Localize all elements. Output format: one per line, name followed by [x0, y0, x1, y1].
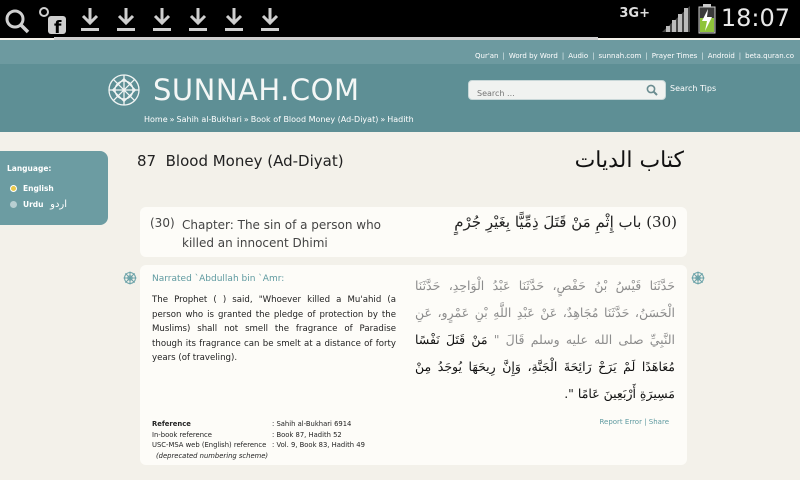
hadith-isnad-ar: حَدَّثَنَا قَيْسُ بْنُ حَفْصٍ، حَدَّثَنَا عَبْدُ الْوَاحِدِ، حَدَّثَنَا الْحَسَنُ، حَدَّثَنَا مُجَاهِدٌ، عَنْ عَبْدِ اللَّهِ بْنِ عَمْرٍو، عَنِ النَّبِيِّ صلى الله عليه وسلم قَالَ ‏": [415, 278, 675, 347]
top-link[interactable]: sunnah.com: [598, 52, 642, 60]
android-status-bar: [0, 0, 800, 38]
facebook-icon[interactable]: [38, 4, 68, 34]
top-link[interactable]: Qur'an: [475, 52, 499, 60]
hadith-card: [140, 265, 687, 465]
svg-text:f: f: [54, 18, 62, 34]
search-input[interactable]: [469, 85, 639, 103]
language-label: Urdu: [23, 200, 44, 209]
search-icon[interactable]: [646, 84, 658, 96]
chapter-title-ar: [454, 213, 677, 231]
search-box[interactable]: [468, 80, 666, 100]
language-option-english[interactable]: [10, 184, 54, 193]
hadith-text-ar: [415, 272, 675, 407]
battery-charging-icon: [697, 4, 717, 34]
language-title: Language:: [7, 164, 52, 173]
reference-label: Reference: [152, 420, 191, 428]
download-icon[interactable]: [187, 6, 209, 32]
book-title: [137, 152, 344, 170]
breadcrumb-separator: »: [243, 115, 249, 124]
chapter-box: [140, 207, 687, 257]
reference-label: USC-MSA web (English) reference: [152, 441, 267, 449]
language-panel: [0, 151, 108, 225]
top-link-separator: |: [645, 52, 648, 60]
top-link-separator: |: [592, 52, 595, 60]
language-label: English: [23, 184, 54, 193]
breadcrumb-separator: »: [380, 115, 386, 124]
links-separator: |: [644, 418, 647, 426]
reference-row: [152, 420, 365, 431]
top-link-separator: |: [561, 52, 565, 60]
book-title-ar: كتاب الديات: [574, 148, 684, 173]
site-header: [0, 64, 800, 132]
chapter-number: (30): [150, 216, 175, 230]
search-icon[interactable]: [4, 8, 30, 34]
breadcrumb-link[interactable]: Sahih al-Bukhari: [176, 115, 242, 124]
reference-value: : Book 87, Hadith 52: [272, 430, 342, 439]
rosette-icon: [123, 271, 137, 285]
reference-label: In-book reference: [152, 430, 212, 439]
hadith-actions: [599, 418, 669, 426]
signal-icon: [660, 6, 692, 32]
rosette-icon: [691, 271, 705, 285]
top-link[interactable]: Word by Word: [508, 52, 558, 60]
book-number: 87: [137, 152, 157, 170]
sunnah-logo-icon[interactable]: [106, 72, 142, 108]
top-link[interactable]: Android: [707, 52, 735, 60]
reference-row: [152, 441, 365, 452]
reference-value[interactable]: : Sahih al-Bukhari 6914: [272, 420, 352, 428]
language-native-label: اردو: [50, 199, 68, 210]
top-link-separator: |: [701, 52, 704, 60]
hadith-references: [152, 420, 365, 462]
hadith-narrator: Narrated `Abdullah bin `Amr:: [152, 274, 285, 284]
hadith-text-en: The Prophet ( ) said, "Whoever killed a Mu'ahid (a person who is granted the pledge of protection by the Muslims) shall not smell the fragrance of Paradise though its fragrance can be smelt at a distance of forty years (of traveling).: [152, 295, 396, 364]
breadcrumb-separator: »: [169, 115, 175, 124]
download-icon[interactable]: [223, 6, 245, 32]
breadcrumb-link[interactable]: Home: [144, 115, 168, 124]
unselected-dot-icon: [10, 201, 17, 208]
deprecated-note: (deprecated numbering scheme): [156, 451, 269, 460]
reference-row: [152, 431, 365, 442]
chapter-title-en: Chapter: The sin of a person who killed an innocent Dhimi: [182, 218, 382, 250]
breadcrumb-link[interactable]: Book of Blood Money (Ad-Diyat): [250, 115, 379, 124]
search-tips-link[interactable]: Search Tips: [670, 84, 717, 93]
download-icon[interactable]: [259, 6, 281, 32]
breadcrumb-link[interactable]: Hadith: [387, 115, 414, 124]
clock: 18:07: [720, 4, 790, 32]
chapter-number-ar: (30): [646, 213, 677, 231]
reference-value: : Vol. 9, Book 83, Hadith 49: [272, 441, 365, 449]
network-type-label: 3G+: [619, 6, 650, 21]
hadith-matn-ar: مَنْ قَتَلَ نَفْسًا مُعَاهَدًا لَمْ يَرَحْ رَائِحَةَ الْجَنَّةِ، وَإِنَّ رِيحَهَا يُوجَدُ مِنْ مَسِيرَةِ أَرْبَعِينَ عَامًا ‏".‏: [415, 332, 675, 401]
download-icon[interactable]: [151, 6, 173, 32]
top-links-bar: [0, 40, 800, 64]
site-logo-text[interactable]: SUNNAH.COM: [153, 73, 360, 107]
report-error-link[interactable]: Report Error: [599, 418, 642, 426]
download-icon[interactable]: [79, 6, 101, 32]
top-link[interactable]: Prayer Times: [651, 52, 698, 60]
top-link-separator: |: [502, 52, 505, 60]
selected-dot-icon: [10, 185, 17, 192]
top-link-separator: |: [738, 52, 742, 60]
breadcrumb: [144, 115, 416, 124]
language-option-urdu[interactable]: [10, 199, 67, 210]
top-link[interactable]: Audio: [568, 52, 589, 60]
chapter-text-ar: باب إِثْمِ مَنْ قَتَلَ ذِمِّيًّا بِغَيْرِ جُرْمٍ: [454, 213, 642, 231]
download-icon[interactable]: [115, 6, 137, 32]
book-title-en: Blood Money (Ad-Diyat): [165, 152, 344, 170]
top-link[interactable]: beta.quran.co: [745, 52, 794, 60]
share-link[interactable]: Share: [648, 418, 669, 426]
